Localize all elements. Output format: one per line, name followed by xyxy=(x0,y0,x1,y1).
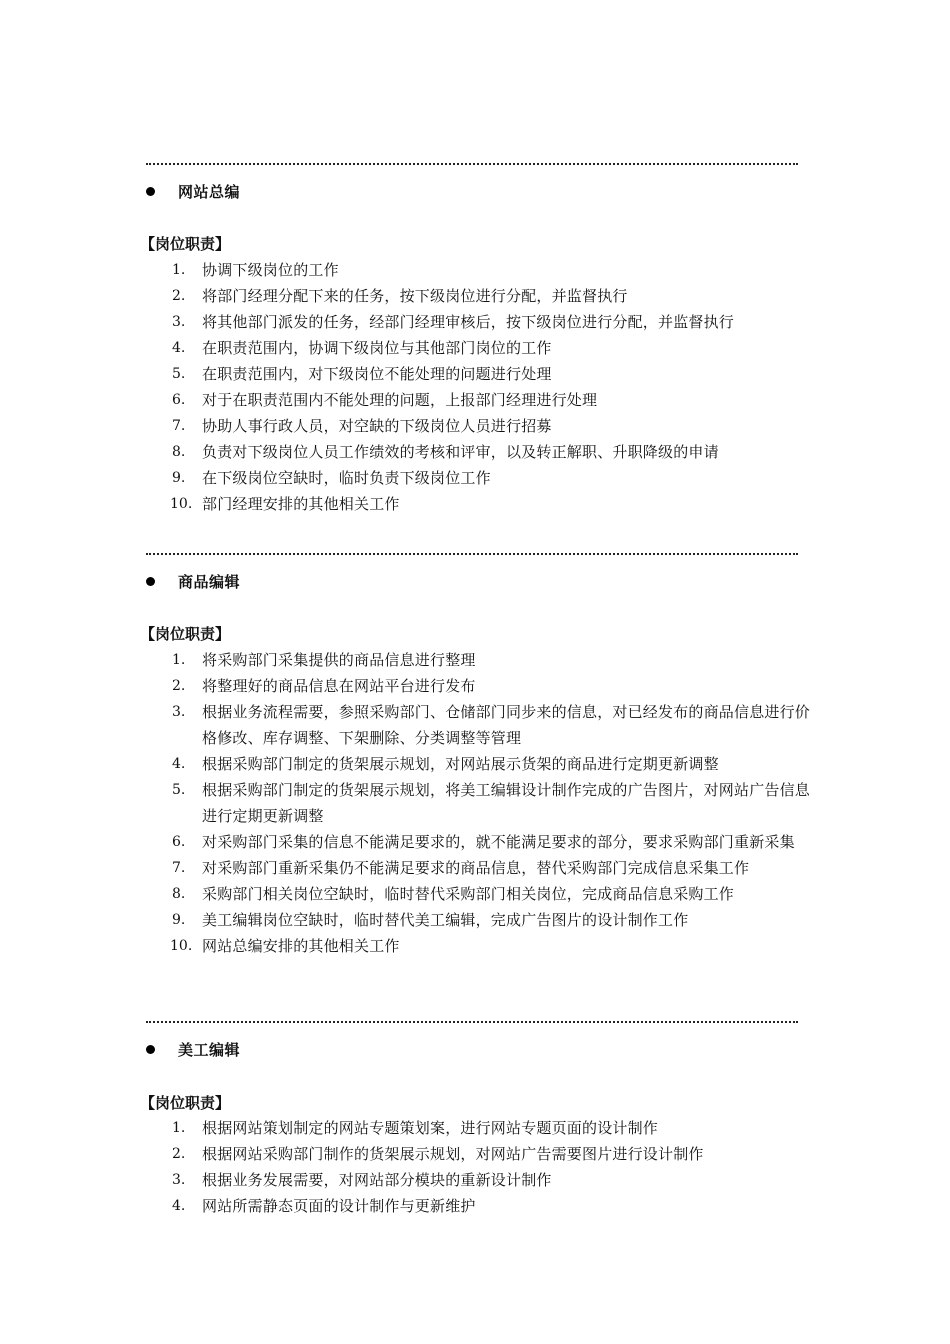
dotted-divider xyxy=(146,163,798,165)
item-number: 6. xyxy=(172,834,186,850)
item-text: 将整理好的商品信息在网站平台进行发布 xyxy=(202,677,476,695)
list-item xyxy=(0,1141,950,1167)
item-text: 根据采购部门制定的货架展示规划，将美工编辑设计制作完成的广告图片，对网站广告信息进行定期更新调整 xyxy=(202,781,811,825)
duties-subheading: 【岗位职责】 xyxy=(140,1094,231,1112)
dotted-divider xyxy=(146,553,798,555)
item-text: 对采购部门重新采集仍不能满足要求的商品信息，替代采购部门完成信息采集工作 xyxy=(202,859,750,877)
section-title: 网站总编 xyxy=(178,182,241,201)
item-text: 对于在职责范围内不能处理的问题，上报部门经理进行处理 xyxy=(202,391,598,409)
item-number: 7. xyxy=(172,860,186,876)
item-number: 9. xyxy=(172,912,186,928)
item-text: 负责对下级岗位人员工作绩效的考核和评审，以及转正解职、升职降级的申请 xyxy=(202,443,719,461)
list-item xyxy=(0,491,950,517)
item-number: 1. xyxy=(172,652,186,668)
item-number: 8. xyxy=(172,444,186,460)
list-item xyxy=(0,1167,950,1193)
list-item xyxy=(0,361,950,387)
list-item xyxy=(0,933,950,959)
list-item xyxy=(0,1193,950,1219)
dotted-divider xyxy=(146,1021,798,1023)
item-text: 根据网站策划制定的网站专题策划案，进行网站专题页面的设计制作 xyxy=(202,1119,659,1137)
list-item xyxy=(0,777,950,829)
list-item xyxy=(0,1115,950,1141)
list-item xyxy=(0,673,950,699)
item-text: 协调下级岗位的工作 xyxy=(202,261,339,279)
list-item xyxy=(0,387,950,413)
item-text: 网站总编安排的其他相关工作 xyxy=(202,937,400,955)
item-number: 2. xyxy=(172,1146,186,1162)
item-text: 根据网站采购部门制作的货架展示规划，对网站广告需要图片进行设计制作 xyxy=(202,1145,704,1163)
section-heading xyxy=(146,180,240,202)
list-item xyxy=(0,881,950,907)
duties-list xyxy=(0,257,950,517)
item-number: 8. xyxy=(172,886,186,902)
list-item xyxy=(0,439,950,465)
item-text: 美工编辑岗位空缺时，临时替代美工编辑，完成广告图片的设计制作工作 xyxy=(202,911,689,929)
item-text: 在下级岗位空缺时，临时负责下级岗位工作 xyxy=(202,469,491,487)
item-text: 采购部门相关岗位空缺时，临时替代采购部门相关岗位，完成商品信息采购工作 xyxy=(202,885,735,903)
item-text: 将部门经理分配下来的任务，按下级岗位进行分配，并监督执行 xyxy=(202,287,628,305)
section-heading xyxy=(146,1038,240,1060)
duties-list xyxy=(0,647,950,959)
item-number: 5. xyxy=(172,366,186,382)
item-number: 1. xyxy=(172,262,186,278)
list-item xyxy=(0,699,950,751)
bullet-icon xyxy=(146,187,155,196)
item-text: 在职责范围内，对下级岗位不能处理的问题进行处理 xyxy=(202,365,552,383)
list-item xyxy=(0,829,950,855)
item-number: 3. xyxy=(172,314,186,330)
item-number: 2. xyxy=(172,288,186,304)
item-number: 3. xyxy=(172,704,186,720)
section-title: 美工编辑 xyxy=(178,1040,241,1059)
item-text: 部门经理安排的其他相关工作 xyxy=(202,495,400,513)
item-text: 将其他部门派发的任务，经部门经理审核后，按下级岗位进行分配，并监督执行 xyxy=(202,313,735,331)
list-item xyxy=(0,335,950,361)
item-number: 4. xyxy=(172,340,186,356)
list-item xyxy=(0,413,950,439)
list-item xyxy=(0,257,950,283)
section-heading xyxy=(146,570,240,592)
list-item xyxy=(0,283,950,309)
duties-subheading: 【岗位职责】 xyxy=(140,625,231,643)
item-text: 网站所需静态页面的设计制作与更新维护 xyxy=(202,1197,476,1215)
item-number: 1. xyxy=(172,1120,186,1136)
duties-list xyxy=(0,1115,950,1219)
item-text: 协助人事行政人员，对空缺的下级岗位人员进行招募 xyxy=(202,417,552,435)
section-title: 商品编辑 xyxy=(178,572,241,591)
item-text: 在职责范围内，协调下级岗位与其他部门岗位的工作 xyxy=(202,339,552,357)
bullet-icon xyxy=(146,577,155,586)
list-item xyxy=(0,907,950,933)
list-item xyxy=(0,751,950,777)
duties-subheading: 【岗位职责】 xyxy=(140,235,231,253)
bullet-icon xyxy=(146,1045,155,1054)
item-number: 3. xyxy=(172,1172,186,1188)
item-text: 将采购部门采集提供的商品信息进行整理 xyxy=(202,651,476,669)
item-number: 7. xyxy=(172,418,186,434)
list-item xyxy=(0,647,950,673)
item-number: 5. xyxy=(172,782,186,798)
item-text: 根据采购部门制定的货架展示规划，对网站展示货架的商品进行定期更新调整 xyxy=(202,755,719,773)
item-number: 2. xyxy=(172,678,186,694)
item-number: 9. xyxy=(172,470,186,486)
item-number: 6. xyxy=(172,392,186,408)
item-text: 根据业务流程需要，参照采购部门、仓储部门同步来的信息，对已经发布的商品信息进行价格修改、库存调整、下架删除、分类调整等管理 xyxy=(202,703,811,747)
item-number: 4. xyxy=(172,1198,186,1214)
item-number: 10. xyxy=(170,938,193,954)
list-item xyxy=(0,855,950,881)
list-item xyxy=(0,465,950,491)
item-number: 4. xyxy=(172,756,186,772)
item-text: 对采购部门采集的信息不能满足要求的，就不能满足要求的部分，要求采购部门重新采集 xyxy=(202,833,795,851)
item-text: 根据业务发展需要，对网站部分模块的重新设计制作 xyxy=(202,1171,552,1189)
item-number: 10. xyxy=(170,496,193,512)
list-item xyxy=(0,309,950,335)
